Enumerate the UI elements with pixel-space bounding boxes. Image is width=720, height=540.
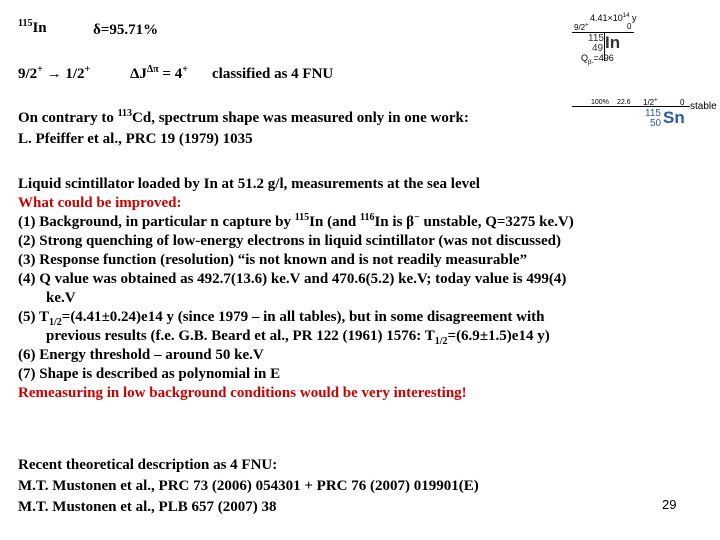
- item-mass: 115: [294, 212, 310, 223]
- setup-line: Liquid scintillator loaded by In at 51.2 g/l, measurements at the sea level: [18, 176, 480, 192]
- intro-line1: [18, 110, 469, 127]
- delta-j-symbol: Δ: [130, 66, 140, 82]
- item-4: (4) Q value was obtained as 492.7(13.6) ke.V and 470.6(5.2) ke.V; today value is 499(4): [18, 271, 567, 287]
- parity-plus: +: [182, 64, 188, 75]
- ref-1: M.T. Mustonen et al., PRC 73 (2006) 054301 + PRC 76 (2007) 019901(E): [18, 478, 479, 494]
- mass-number-1: 115: [588, 33, 604, 44]
- level-parity: +: [654, 97, 658, 104]
- branch-extra: 22.6: [617, 99, 631, 106]
- item-2: (2) Strong quenching of low-energy electrons in liquid scintillator (was not discussed): [18, 233, 561, 249]
- q-sub: β-: [588, 59, 594, 66]
- halflife-sub: 1/2: [434, 336, 448, 347]
- nuclide-label: [18, 20, 47, 37]
- level-spin-1: [574, 23, 589, 32]
- nuclide-symbol: In: [32, 20, 47, 36]
- intro-mass: 113: [117, 108, 133, 119]
- level-parity: +: [585, 22, 589, 29]
- remeasure-line: Remeasuring in low background conditions would be very interesting!: [18, 385, 467, 401]
- main-list: [18, 175, 574, 403]
- level-spin: 1/2: [643, 98, 655, 107]
- parity-plus: +: [37, 64, 43, 75]
- item-5-cont: [18, 327, 574, 346]
- branch-percent: 100%: [591, 99, 609, 106]
- q-value: =496: [593, 53, 614, 63]
- item-text: 1.5)e14 y): [488, 328, 550, 344]
- item-3: (3) Response function (resolution) “is not known and is not readily measurable”: [18, 252, 528, 268]
- j-label: J: [139, 66, 147, 82]
- mass-number-2: 115: [645, 108, 661, 119]
- level-spin: 9/2: [574, 23, 586, 32]
- element-symbol-2: Sn: [663, 108, 685, 127]
- item-5: [18, 308, 574, 327]
- intro-text: On contrary to: [18, 110, 118, 126]
- delta-j-value: = 4: [158, 66, 183, 82]
- level-energy-2: 0: [680, 98, 685, 107]
- item-text: =(6.9: [447, 328, 480, 344]
- atomic-number-1: 49: [592, 43, 604, 54]
- spin-final: 1/2: [65, 66, 85, 82]
- halflife-value: 4.41×10: [590, 13, 623, 23]
- item-1: [18, 213, 574, 232]
- q-label: Q: [581, 53, 589, 63]
- halflife-exp: 14: [622, 13, 630, 19]
- intro-text: Cd, spectrum shape was measured only in one work:: [132, 110, 469, 126]
- abundance-label: [93, 22, 158, 39]
- beta-minus: −: [414, 212, 420, 223]
- arrow-icon: →: [46, 66, 62, 82]
- nuclide-mass: 115: [18, 18, 33, 29]
- item-text: (5) T: [18, 309, 49, 325]
- item-text: =(4.41: [61, 309, 102, 325]
- level-energy-1: 0: [627, 22, 632, 31]
- item-text: In (and: [309, 214, 361, 230]
- stable-label: stable: [690, 101, 717, 112]
- item-text: In is: [374, 214, 407, 230]
- spin-initial: 9/2: [18, 66, 38, 82]
- plus-minus-symbol: ±: [479, 328, 489, 344]
- classification: classified as 4 FNU: [212, 66, 334, 82]
- beta-symbol: β: [406, 214, 415, 230]
- spin-transition: [18, 66, 90, 83]
- halflife-unit: y: [629, 13, 637, 23]
- intro-reference: L. Pfeiffer et al., PRC 19 (1979) 1035: [18, 131, 253, 147]
- q-value-label: [581, 53, 614, 66]
- item-6: (6) Energy threshold – around 50 ke.V: [18, 347, 264, 363]
- item-text: (1) Background, in particular n capture by: [18, 214, 295, 230]
- item-4-cont: ke.V: [46, 290, 76, 306]
- delta-symbol: δ: [93, 22, 101, 38]
- improve-heading: What could be improved:: [18, 195, 182, 211]
- level-spin-2: [643, 98, 658, 107]
- delta-pi: Δπ: [146, 64, 159, 75]
- level-line-2: [572, 106, 690, 107]
- plus-minus-symbol: ±: [101, 309, 110, 325]
- item-text: unstable, Q=3275 ke.V): [419, 214, 574, 230]
- parity-plus: +: [84, 64, 91, 75]
- abundance-value: =95.71%: [100, 22, 159, 38]
- refs-heading: Recent theoretical description as 4 FNU:: [18, 457, 278, 473]
- item-text: previous results (f.e. G.B. Beard et al., PR 122 (1961) 1576: T: [46, 328, 435, 344]
- delta-j: [130, 66, 188, 83]
- ref-2: M.T. Mustonen et al., PLB 657 (2007) 38: [18, 499, 277, 515]
- item-7: (7) Shape is described as polynomial in E: [18, 366, 281, 382]
- atomic-number-2: 50: [650, 118, 662, 129]
- halflife-sub: 1/2: [48, 317, 62, 328]
- item-mass: 116: [360, 212, 375, 223]
- item-text: 0.24)e14 y (since 1979 – in all tables), but in some disagreement with: [109, 309, 545, 325]
- element-symbol-1: In: [605, 33, 621, 52]
- page-number: 29: [662, 497, 677, 512]
